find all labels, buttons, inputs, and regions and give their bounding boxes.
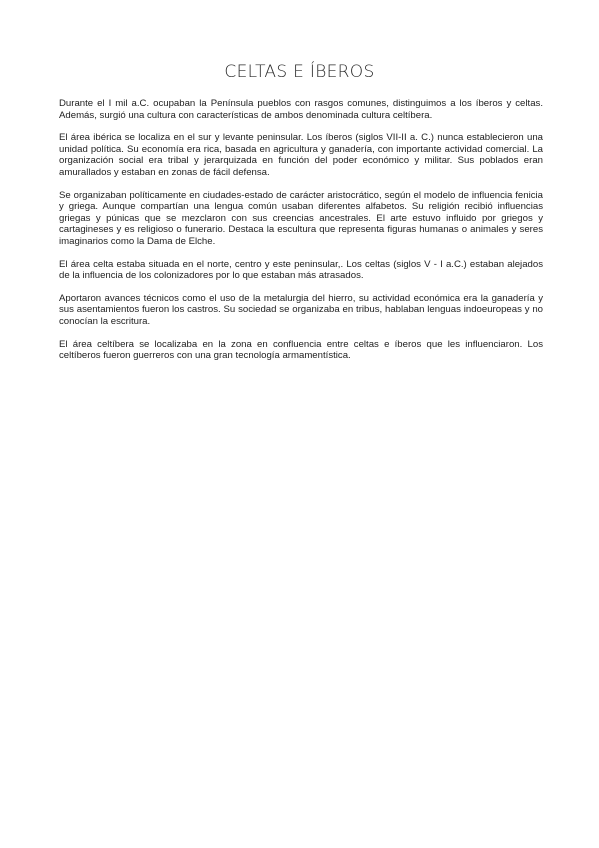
- paragraph-celtic-advances: Aportaron avances técnicos como el uso de la metalurgia del hierro, su actividad económica era la ganadería y sus asentamientos fueron los castros. Su sociedad se organizaba en tribus, hablaban lenguas indoeuropeas y no conocían la escritura.: [59, 292, 543, 327]
- paragraph-iberian-area: El área ibérica se localiza en el sur y levante peninsular. Los íberos (siglos VII-II a. C.) nunca establecieron una unidad política. Su economía era rica, basada en agricultura y ganadería, con importante actividad comercial. La organización social era tribal y jerarquizada en función del poder económico y militar. Sus poblados eran amurallados y estaban en zonas de fácil defensa.: [59, 132, 543, 178]
- paragraph-intro: Durante el I mil a.C. ocupaban la Península pueblos con rasgos comunes, distinguimos a los íberos y celtas. Además, surgió una cultura con características de ambos denominada cultura celtíbera.: [59, 98, 543, 121]
- paragraph-celtiberian-area: El área celtíbera se localizaba en la zona en confluencia entre celtas e íberos que les influenciaron. Los celtíberos fueron guerreros con una gran tecnología armamentística.: [59, 338, 543, 362]
- paragraph-celtic-area: El área celta estaba situada en el norte, centro y este peninsular,. Los celtas (siglos V - I a.C.) estaban alejados de la influencia de los colonizadores por lo que estaban más atrasados.: [59, 258, 543, 282]
- paragraph-iberian-politics: Se organizaban políticamente en ciudades-estado de carácter aristocrático, según el modelo de influencia fenicia y griega. Aunque compartían una lengua común usaban diferentes alfabetos. Su religión recibió influencias griegas y púnicas que se mezclaron con sus creencias ancestrales. El arte estuvo influido por griegos y cartagineses y es religioso o funerario. Destaca la escultura que representa figuras humanas o animales y seres imaginarios como la Dama de Elche.: [59, 189, 543, 247]
- document-title: CELTAS E ÍBEROS: [224, 62, 375, 82]
- document-body: [59, 98, 543, 373]
